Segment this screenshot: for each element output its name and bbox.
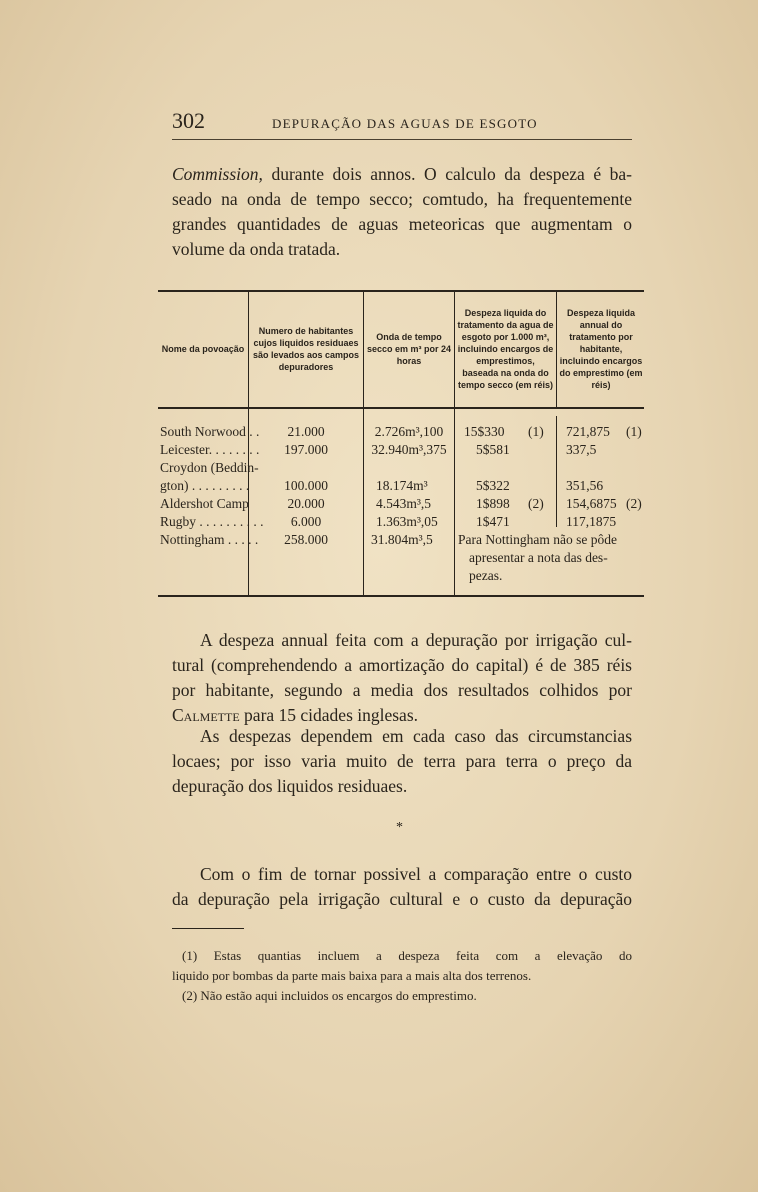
paragraph-annual-cost	[172, 628, 632, 728]
footnote-1	[172, 946, 632, 986]
table-bottom-rule	[158, 595, 644, 597]
cell-population: 258.000	[284, 532, 328, 547]
cell-name: Aldershot Camp	[160, 496, 249, 511]
header-onda: Onda de tempo secco em m³ por 24 horas	[366, 332, 452, 366]
cell-despeza: 15$330	[464, 424, 505, 439]
header-nome: Nome da povoação	[161, 344, 245, 354]
running-title: DEPURAÇÃO DAS AGUAS DE ESGOTO	[272, 116, 538, 131]
cell-footnote-ref: (1)	[528, 424, 544, 439]
cell-population: 21.000	[287, 424, 325, 439]
text-line: seado na onda de tempo secco; comtudo, ha frequentemente	[172, 189, 632, 209]
nottingham-note-line: apresentar a nota das des-	[469, 550, 608, 565]
footnote-2: (2) Não estão aqui incluidos os encargos do emprestimo.	[182, 988, 477, 1003]
footnote-line: (1) Estas quantias incluem a despeza feita com a elevação do	[182, 948, 632, 963]
cell-name: gton) . . . . . . . . .	[160, 478, 250, 493]
column-divider	[363, 292, 364, 596]
cost-table	[158, 290, 644, 598]
cell-onda: 32.940m³,375	[371, 442, 447, 457]
cell-onda: 4.543m³,5	[376, 496, 432, 511]
text-line: locaes; por isso varia muito de terra para terra o preço da	[172, 751, 632, 771]
cell-onda: 2.726m³,100	[374, 424, 444, 439]
cell-footnote-ref: (1)	[626, 424, 642, 439]
header-rule	[172, 139, 632, 140]
column-divider	[556, 292, 557, 407]
text-line: As despezas dependem em cada caso das circumstancias	[200, 726, 632, 746]
cell-onda: 18.174m³	[376, 478, 428, 493]
column-divider	[556, 416, 557, 527]
author-name: Calmette	[172, 705, 240, 725]
paragraph-commission	[172, 162, 632, 262]
text-span: durante dois annos. O calculo da despeza é ba-	[262, 164, 632, 184]
nottingham-note-line: Para Nottingham não se pôde	[458, 532, 617, 547]
cell-per-habitante: 337,5	[566, 442, 597, 457]
cell-footnote-ref: (2)	[528, 496, 544, 511]
cell-name: Croydon (Beddin-	[160, 460, 259, 475]
header-despeza-habitante: Despeza liquida annual do tratamento por habitante, incluindo encargos do emprestimo (em réis)	[559, 308, 643, 390]
cell-population: 20.000	[287, 496, 325, 511]
nottingham-note-line: pezas.	[469, 568, 503, 583]
cell-per-habitante: 351,56	[566, 478, 604, 493]
page-header	[172, 108, 632, 140]
table-header-rule	[158, 407, 644, 409]
header-habitantes: Numero de habitantes cujos liquidos residuaes são levados aos campos depuradores	[252, 326, 360, 372]
table-top-rule	[158, 290, 644, 292]
footnote-rule	[172, 928, 244, 929]
cell-name: Leicester. . . . . . . .	[160, 442, 260, 457]
italic-word: Commission,	[172, 164, 263, 184]
cell-per-habitante: 154,6875	[566, 496, 617, 511]
cell-despeza: 5$322	[476, 478, 510, 493]
cell-per-habitante: 117,1875	[566, 514, 617, 529]
cell-footnote-ref: (2)	[626, 496, 642, 511]
header-despeza-1000: Despeza liquida do tratamento da agua de esgoto por 1.000 m³, incluindo encargos de emprestimos, baseada na onda do tempo secco (em réis)	[457, 308, 554, 390]
cell-despeza: 1$471	[476, 514, 510, 529]
paragraph-comparison	[172, 862, 632, 912]
text-line: volume da onda tratada.	[172, 239, 341, 259]
cell-name: South Norwood . .	[160, 424, 260, 439]
text-line	[172, 162, 632, 187]
section-asterisk: *	[396, 820, 403, 835]
text-line: A despeza annual feita com a depuração por irrigação cul-	[200, 630, 632, 650]
text-span: para 15 cidades inglesas.	[239, 705, 419, 725]
cell-per-habitante: 721,875	[566, 424, 610, 439]
cell-despeza: 1$898	[476, 496, 510, 511]
paragraph-circumstances	[172, 724, 632, 799]
cell-name: Rugby . . . . . . . . . .	[160, 514, 264, 529]
text-line: grandes quantidades de aguas meteoricas que augmentam o	[172, 214, 632, 234]
cell-despeza: 5$581	[476, 442, 510, 457]
page-number: 302	[172, 108, 205, 133]
cell-population: 197.000	[284, 442, 328, 457]
cell-population: 100.000	[284, 478, 328, 493]
footnote-line: liquido por bombas da parte mais baixa para a mais alta dos terrenos.	[172, 968, 532, 983]
text-line: por habitante, segundo a media dos resultados colhidos por	[172, 680, 632, 700]
text-line: Com o fim de tornar possivel a comparação entre o custo	[200, 864, 632, 884]
cell-population: 6.000	[290, 514, 322, 529]
text-line: da depuração pela irrigação cultural e o custo da depuração	[172, 889, 632, 909]
cell-onda: 1.363m³,05	[376, 514, 438, 529]
cell-name: Nottingham . . . . .	[160, 532, 259, 547]
column-divider	[454, 292, 455, 596]
text-line: depuração dos liquidos residuaes.	[172, 776, 408, 796]
cell-onda: 31.804m³,5	[371, 532, 433, 547]
text-line: tural (comprehendendo a amortização do capital) é de 385 réis	[172, 655, 632, 675]
